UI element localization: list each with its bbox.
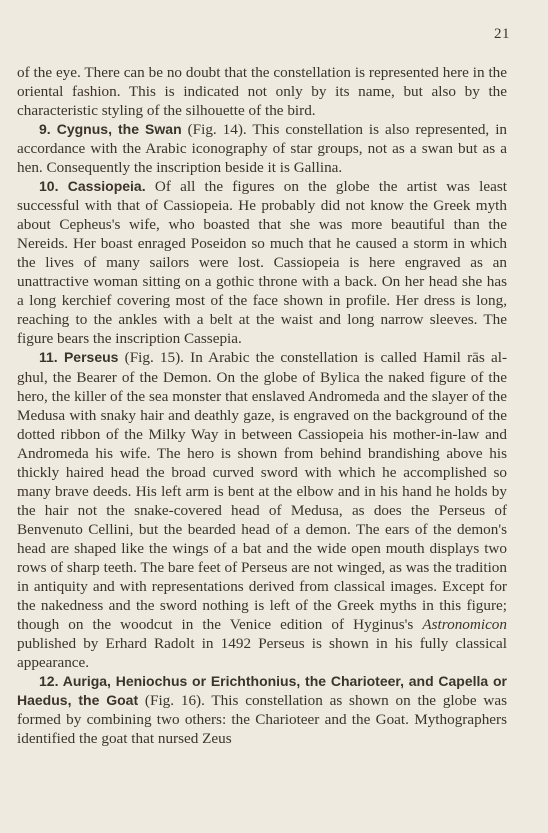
section-heading: 11. Perseus <box>39 349 119 366</box>
paragraph-auriga <box>17 672 507 748</box>
body-text <box>17 63 507 748</box>
paragraph-text: of the eye. There can be no doubt that the constellation is represented here in the oriental fashion. This is indicated not only by its name, but also by the characteristic styling of the silhouette of the bird. <box>17 64 507 120</box>
section-heading: 9. Cygnus, the Swan <box>39 121 182 138</box>
paragraph-text: (Fig. 16). This constellation as shown on the globe was formed by combining two others: the Charioteer and the Goat. Mythographers identified the goat that nursed Zeus <box>17 692 507 748</box>
section-heading: 10. Cassiopeia. <box>39 178 146 195</box>
paragraph-text: (Fig. 15). In Arabic the constellation is called Hamil rās al-ghul, the Bearer of the Demon. On the globe of Bylica the naked figure of the hero, the killer of the sea monster that enslaved Andromeda and the slayer of the Medusa with snaky hair and deathly gaze, is engraved on the background of the dotted ribbon of the Milky Way in between Cassiopeia his mother-in-law and Andromeda his wife. The hero is shown from behind brandishing above his thickly haired head the broad curved sword with which he accomplished so many brave deeds. His left arm is bent at the elbow and in his hand he holds by the hair not the snake-covered head of Medusa, as does the Perseus of Benvenuto Cellini, but the bearded head of a demon. The ears of the demon's head are shaped like the wings of a bat and the wide open mouth displays two rows of sharp teeth. The bare feet of Perseus are not winged, as was the tradition in antiquity and with representations derived from classical images. Except for the nakedness and the sword nothing is left of the Greek myths in this figure; though on the woodcut in the Venice edition of Hyginus's <box>17 349 507 633</box>
page-number: 21 <box>494 26 510 42</box>
paragraph-cygnus <box>17 120 507 177</box>
paragraph-perseus <box>17 348 507 672</box>
paragraph-text: Of all the figures on the globe the artist was least successful with that of Cassiopeia. He probably did not know the Greek myth about Cepheus's wife, who boasted that she was more beautiful than the Nereids. Her boast enraged Poseidon so much that he caused a storm in which the lives of many sailors were lost. Cassiopeia is here engraved as an unattractive woman sitting on a gothic throne with a back. On her head she has a long kerchief covering most of the face shown in profile. Her dress is long, reaching to the ankles with a belt at the waist and long narrow sleeves. The figure bears the inscription Cassepia. <box>17 178 507 348</box>
paragraph-text: (Fig. 14). This constellation is also represented, in accordance with the Arabic iconography of star groups, not as a swan but as a hen. Consequently the inscription beside it is Gallina. <box>17 121 508 177</box>
section-heading: 12. Auriga, Heniochus or Erichthonius, the Charioteer, and Capella or Haedus, the Goat <box>17 673 507 709</box>
paragraph-text: published by Erhard Radolt in 1492 Perseus is shown in his fully classical appearance. <box>17 634 507 671</box>
italic-title: Astronomicon <box>422 615 507 633</box>
paragraph-cassiopeia <box>17 177 507 348</box>
paragraph-continuation <box>17 63 507 120</box>
